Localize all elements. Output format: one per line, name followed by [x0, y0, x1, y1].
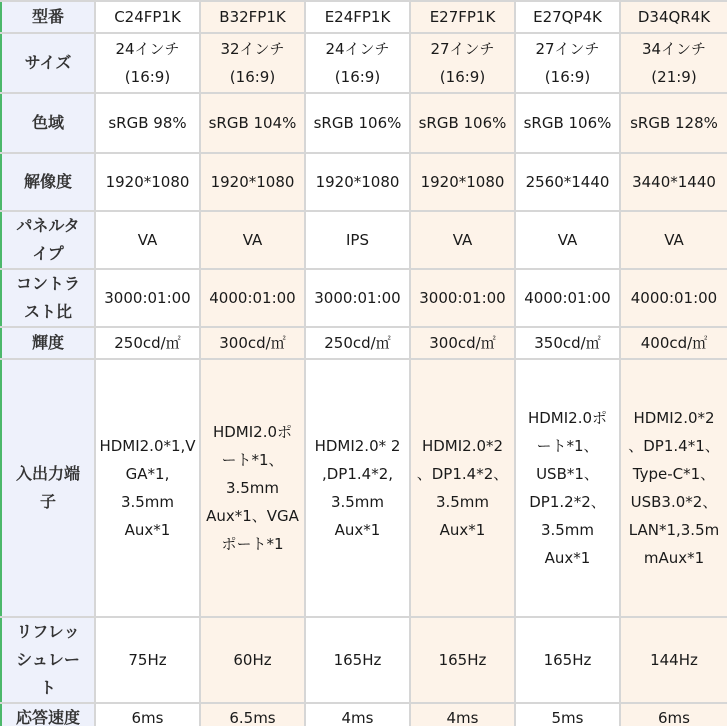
table-row-io-ports	[1, 359, 727, 617]
cell-text-line: 1920*1080	[420, 173, 505, 191]
cell-text-line: 3440*1440	[632, 173, 716, 191]
row-header-panel-type	[1, 211, 95, 269]
row-header-io-ports	[1, 359, 95, 617]
row-header-color-gamut	[1, 93, 95, 153]
table-cell-model	[515, 1, 620, 33]
row-header-line: リフレッ	[16, 622, 80, 641]
cell-text-line: Aux*1	[334, 521, 381, 539]
cell-text-line: LAN*1,3.5m	[628, 521, 720, 539]
cell-text-line: ポート*1	[221, 535, 284, 553]
table-cell-resolution	[515, 153, 620, 211]
table-cell-io-ports	[200, 359, 305, 617]
table-cell-resolution	[410, 153, 515, 211]
table-cell-size	[515, 33, 620, 93]
cell-text-line: 3000:01:00	[104, 289, 191, 307]
table-cell-color-gamut	[200, 93, 305, 153]
cell-text-line: 1920*1080	[315, 173, 400, 191]
cell-text-line: sRGB 106%	[523, 114, 612, 132]
cell-text-line: 165Hz	[333, 651, 382, 669]
cell-text-line: ート*1、	[221, 451, 284, 469]
row-header-contrast	[1, 269, 95, 327]
cell-text-line: 75Hz	[128, 651, 167, 669]
cell-text-line: VA	[557, 231, 578, 249]
cell-text-line: D34QR4K	[637, 8, 711, 26]
cell-text-line: 1920*1080	[210, 173, 295, 191]
row-header-line: 色域	[31, 113, 64, 132]
cell-text-line: 165Hz	[438, 651, 487, 669]
cell-text-line: 4000:01:00	[630, 289, 718, 307]
table-cell-model	[305, 1, 410, 33]
table-row-size	[1, 33, 727, 93]
cell-text-line: HDMI2.0ポ	[212, 423, 293, 441]
table-cell-resolution	[305, 153, 410, 211]
cell-text-line: 60Hz	[233, 651, 272, 669]
cell-text-line: 350cd/㎡	[534, 334, 601, 352]
row-header-line: 入出力端	[15, 464, 80, 483]
table-cell-io-ports	[95, 359, 200, 617]
table-cell-color-gamut	[515, 93, 620, 153]
cell-text-line: Aux*1	[124, 521, 171, 539]
table-cell-model	[620, 1, 727, 33]
cell-text-line: 4ms	[341, 709, 374, 726]
table-cell-contrast	[410, 269, 515, 327]
cell-text-line: HDMI2.0*1,V	[99, 437, 196, 455]
cell-text-line: 3.5mm	[120, 493, 175, 511]
table-cell-response-time	[620, 703, 727, 726]
table-cell-refresh-rate	[200, 617, 305, 703]
cell-text-line: 32インチ	[220, 40, 285, 58]
cell-text-line: Aux*1	[544, 549, 591, 567]
table-cell-refresh-rate	[410, 617, 515, 703]
table-cell-size	[200, 33, 305, 93]
cell-text-line: 4ms	[446, 709, 479, 726]
row-header-size	[1, 33, 95, 93]
table-cell-contrast	[305, 269, 410, 327]
table-cell-brightness	[305, 327, 410, 359]
row-header-line: コントラ	[15, 274, 80, 293]
row-header-line: スト比	[23, 302, 72, 321]
cell-text-line: 4000:01:00	[209, 289, 296, 307]
table-cell-panel-type	[200, 211, 305, 269]
table-cell-brightness	[95, 327, 200, 359]
cell-text-line: Aux*1	[439, 521, 486, 539]
cell-text-line: 400cd/㎡	[640, 334, 708, 352]
row-header-model	[1, 1, 95, 33]
cell-text-line: HDMI2.0*2	[421, 437, 504, 455]
cell-text-line: DP1.2*2、	[529, 493, 606, 511]
cell-text-line: 27インチ	[430, 40, 495, 58]
cell-text-line: (21:9)	[651, 68, 697, 86]
cell-text-line: (16:9)	[544, 68, 591, 86]
row-header-response-time	[1, 703, 95, 726]
row-header-line: サイズ	[24, 53, 72, 72]
table-row-response-time	[1, 703, 727, 726]
row-header-refresh-rate	[1, 617, 95, 703]
cell-text-line: 、DP1.4*1、	[628, 437, 720, 455]
cell-text-line: B32FP1K	[219, 8, 286, 26]
cell-text-line: 250cd/㎡	[114, 334, 181, 352]
row-header-line: シュレー	[16, 650, 80, 669]
cell-text-line: USB*1、	[536, 465, 599, 483]
table-cell-size	[410, 33, 515, 93]
spec-table-body	[1, 1, 727, 726]
table-cell-contrast	[620, 269, 727, 327]
table-cell-panel-type	[410, 211, 515, 269]
cell-text-line: 300cd/㎡	[219, 334, 286, 352]
table-cell-refresh-rate	[95, 617, 200, 703]
cell-text-line: sRGB 104%	[208, 114, 297, 132]
table-cell-brightness	[515, 327, 620, 359]
table-cell-contrast	[515, 269, 620, 327]
cell-text-line: 3.5mm	[540, 521, 595, 539]
cell-text-line: Aux*1、VGA	[206, 507, 299, 525]
cell-text-line: IPS	[346, 231, 369, 249]
cell-text-line: 5ms	[551, 709, 584, 726]
table-cell-response-time	[200, 703, 305, 726]
table-cell-response-time	[410, 703, 515, 726]
table-cell-color-gamut	[410, 93, 515, 153]
cell-text-line: (16:9)	[124, 68, 171, 86]
table-cell-io-ports	[305, 359, 410, 617]
table-row-resolution	[1, 153, 727, 211]
cell-text-line: 165Hz	[543, 651, 592, 669]
cell-text-line: Type-C*1、	[632, 465, 716, 483]
row-header-line: ト	[39, 678, 56, 697]
table-row-model	[1, 1, 727, 33]
cell-text-line: E27FP1K	[429, 8, 496, 26]
table-cell-size	[620, 33, 727, 93]
cell-text-line: 、DP1.4*2、	[416, 465, 509, 483]
table-cell-panel-type	[620, 211, 727, 269]
cell-text-line: (16:9)	[439, 68, 486, 86]
row-header-brightness	[1, 327, 95, 359]
cell-text-line: 250cd/㎡	[324, 334, 391, 352]
cell-text-line: VA	[137, 231, 158, 249]
table-cell-io-ports	[515, 359, 620, 617]
table-cell-brightness	[620, 327, 727, 359]
table-cell-brightness	[410, 327, 515, 359]
table-cell-panel-type	[305, 211, 410, 269]
cell-text-line: C24FP1K	[114, 8, 181, 26]
row-header-line: 輝度	[31, 333, 64, 352]
cell-text-line: 6ms	[658, 709, 690, 726]
cell-text-line: 24インチ	[325, 40, 390, 58]
table-cell-panel-type	[515, 211, 620, 269]
cell-text-line: 1920*1080	[105, 173, 190, 191]
table-row-panel-type	[1, 211, 727, 269]
cell-text-line: VA	[664, 231, 684, 249]
table-cell-brightness	[200, 327, 305, 359]
cell-text-line: (16:9)	[334, 68, 381, 86]
table-cell-color-gamut	[620, 93, 727, 153]
cell-text-line: 34インチ	[641, 40, 707, 58]
table-cell-refresh-rate	[515, 617, 620, 703]
cell-text-line: sRGB 128%	[630, 114, 718, 132]
cell-text-line: 3.5mm	[330, 493, 385, 511]
cell-text-line: ,DP1.4*2,	[321, 465, 394, 483]
cell-text-line: 3000:01:00	[419, 289, 506, 307]
table-cell-model	[410, 1, 515, 33]
table-cell-refresh-rate	[305, 617, 410, 703]
table-cell-io-ports	[620, 359, 727, 617]
table-cell-resolution	[95, 153, 200, 211]
cell-text-line: HDMI2.0ポ	[527, 409, 608, 427]
table-cell-response-time	[515, 703, 620, 726]
row-header-line: 子	[39, 492, 56, 511]
cell-text-line: (16:9)	[229, 68, 276, 86]
table-cell-color-gamut	[95, 93, 200, 153]
cell-text-line: VA	[242, 231, 263, 249]
table-cell-response-time	[95, 703, 200, 726]
table-cell-refresh-rate	[620, 617, 727, 703]
cell-text-line: 4000:01:00	[524, 289, 611, 307]
row-header-line: 型番	[31, 7, 64, 26]
table-row-brightness	[1, 327, 727, 359]
cell-text-line: VA	[452, 231, 473, 249]
cell-text-line: USB3.0*2、	[630, 493, 718, 511]
cell-text-line: E24FP1K	[324, 8, 391, 26]
table-cell-contrast	[200, 269, 305, 327]
row-header-line: パネルタ	[16, 216, 80, 235]
cell-text-line: E27QP4K	[533, 8, 602, 26]
cell-text-line: 144Hz	[650, 651, 698, 669]
table-row-refresh-rate	[1, 617, 727, 703]
table-cell-model	[95, 1, 200, 33]
cell-text-line: HDMI2.0* 2	[314, 437, 401, 455]
cell-text-line: 27インチ	[535, 40, 600, 58]
cell-text-line: ート*1、	[536, 437, 599, 455]
cell-text-line: mAux*1	[643, 549, 705, 567]
cell-text-line: 3.5mm	[225, 479, 280, 497]
table-cell-color-gamut	[305, 93, 410, 153]
row-header-line: 応答速度	[15, 708, 80, 726]
table-cell-size	[305, 33, 410, 93]
table-row-contrast	[1, 269, 727, 327]
table-cell-resolution	[200, 153, 305, 211]
table-cell-io-ports	[410, 359, 515, 617]
cell-text-line: HDMI2.0*2	[633, 409, 715, 427]
cell-text-line: sRGB 106%	[313, 114, 402, 132]
cell-text-line: GA*1,	[125, 465, 170, 483]
row-header-line: 解像度	[23, 172, 72, 191]
cell-text-line: 2560*1440	[525, 173, 610, 191]
table-cell-contrast	[95, 269, 200, 327]
table-cell-response-time	[305, 703, 410, 726]
cell-text-line: sRGB 98%	[108, 114, 187, 132]
cell-text-line: 6ms	[131, 709, 164, 726]
cell-text-line: 300cd/㎡	[429, 334, 496, 352]
table-row-color-gamut	[1, 93, 727, 153]
cell-text-line: 6.5ms	[229, 709, 276, 726]
row-header-line: イプ	[32, 244, 64, 263]
cell-text-line: 3.5mm	[435, 493, 490, 511]
cell-text-line: sRGB 106%	[418, 114, 507, 132]
table-cell-size	[95, 33, 200, 93]
cell-text-line: 3000:01:00	[314, 289, 401, 307]
table-cell-resolution	[620, 153, 727, 211]
table-cell-panel-type	[95, 211, 200, 269]
cell-text-line: 24インチ	[115, 40, 180, 58]
row-header-resolution	[1, 153, 95, 211]
table-cell-model	[200, 1, 305, 33]
